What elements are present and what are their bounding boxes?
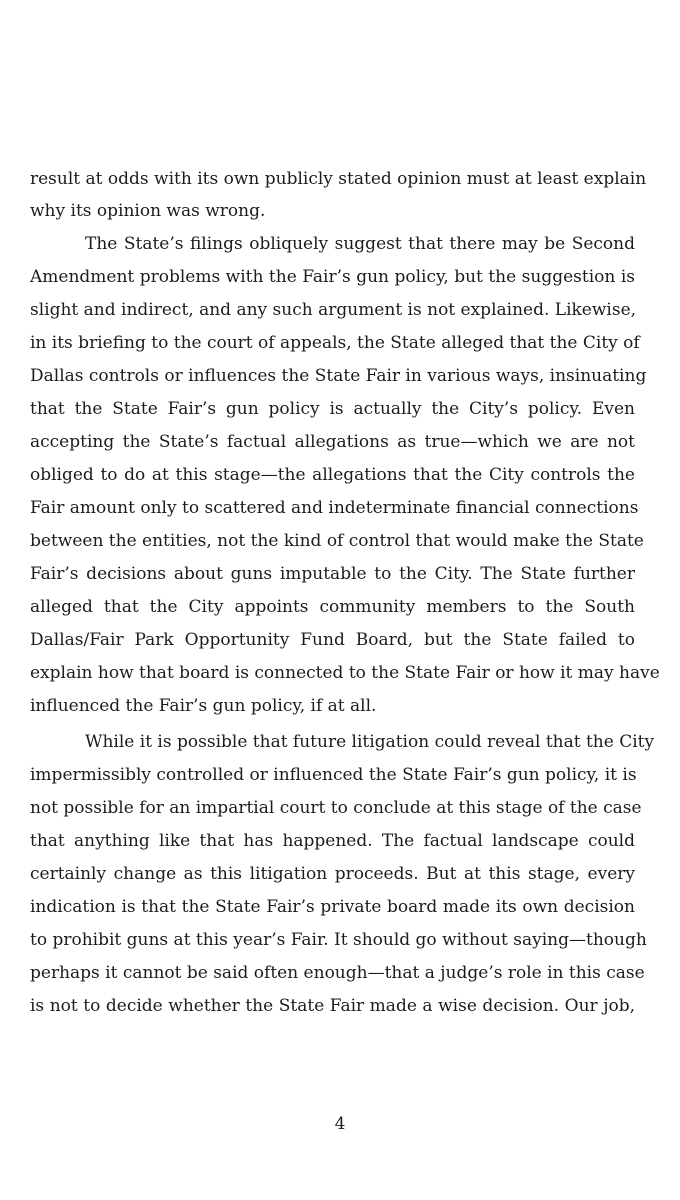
text-line: impermissibly controlled or influenced the State Fair’s gun policy, it is (30, 765, 637, 785)
page-number: 4 (334, 1114, 346, 1134)
text-line: Fair amount only to scattered and indeterminate financial connections (30, 498, 639, 518)
text-line: in its briefing to the court of appeals, the State alleged that the City of (30, 333, 640, 353)
text-line: is not to decide whether the State Fair made a wise decision. Our job, (30, 996, 635, 1016)
paragraph-first-line: While it is possible that future litigation could reveal that the City (85, 732, 655, 752)
text-line: obliged to do at this stage—the allegations that the City controls the (30, 465, 635, 485)
text-line: accepting the State’s factual allegations as true—which we are not (30, 432, 635, 452)
text-line: why its opinion was wrong. (30, 201, 266, 221)
paragraph-first-line: The State’s filings obliquely suggest that there may be Second (85, 234, 635, 254)
text-line: influenced the Fair’s gun policy, if at all. (30, 696, 377, 716)
text-line: result at odds with its own publicly stated opinion must at least explain (30, 169, 647, 189)
text-line: Dallas controls or influences the State Fair in various ways, insinuating (30, 366, 647, 386)
text-line: slight and indirect, and any such argument is not explained. Likewise, (30, 300, 637, 320)
text-line: Fair’s decisions about guns imputable to the City. The State further (30, 564, 635, 584)
text-line: alleged that the City appoints community members to the South (30, 597, 635, 617)
text-line: Amendment problems with the Fair’s gun policy, but the suggestion is (30, 267, 635, 287)
text-line: explain how that board is connected to the State Fair or how it may have (30, 663, 660, 683)
text-line: that anything like that has happened. The factual landscape could (30, 831, 635, 851)
text-line: Dallas/Fair Park Opportunity Fund Board, but the State failed to (30, 630, 635, 650)
text-line: to prohibit guns at this year’s Fair. It should go without saying—though (30, 930, 647, 950)
text-line: between the entities, not the kind of control that would make the State (30, 531, 644, 551)
text-line: not possible for an impartial court to conclude at this stage of the case (30, 798, 642, 818)
text-line: that the State Fair’s gun policy is actually the City’s policy. Even (30, 399, 635, 419)
text-line: indication is that the State Fair’s private board made its own decision (30, 897, 635, 917)
text-line: perhaps it cannot be said often enough—that a judge’s role in this case (30, 963, 645, 983)
text-line: certainly change as this litigation proceeds. But at this stage, every (30, 864, 635, 884)
